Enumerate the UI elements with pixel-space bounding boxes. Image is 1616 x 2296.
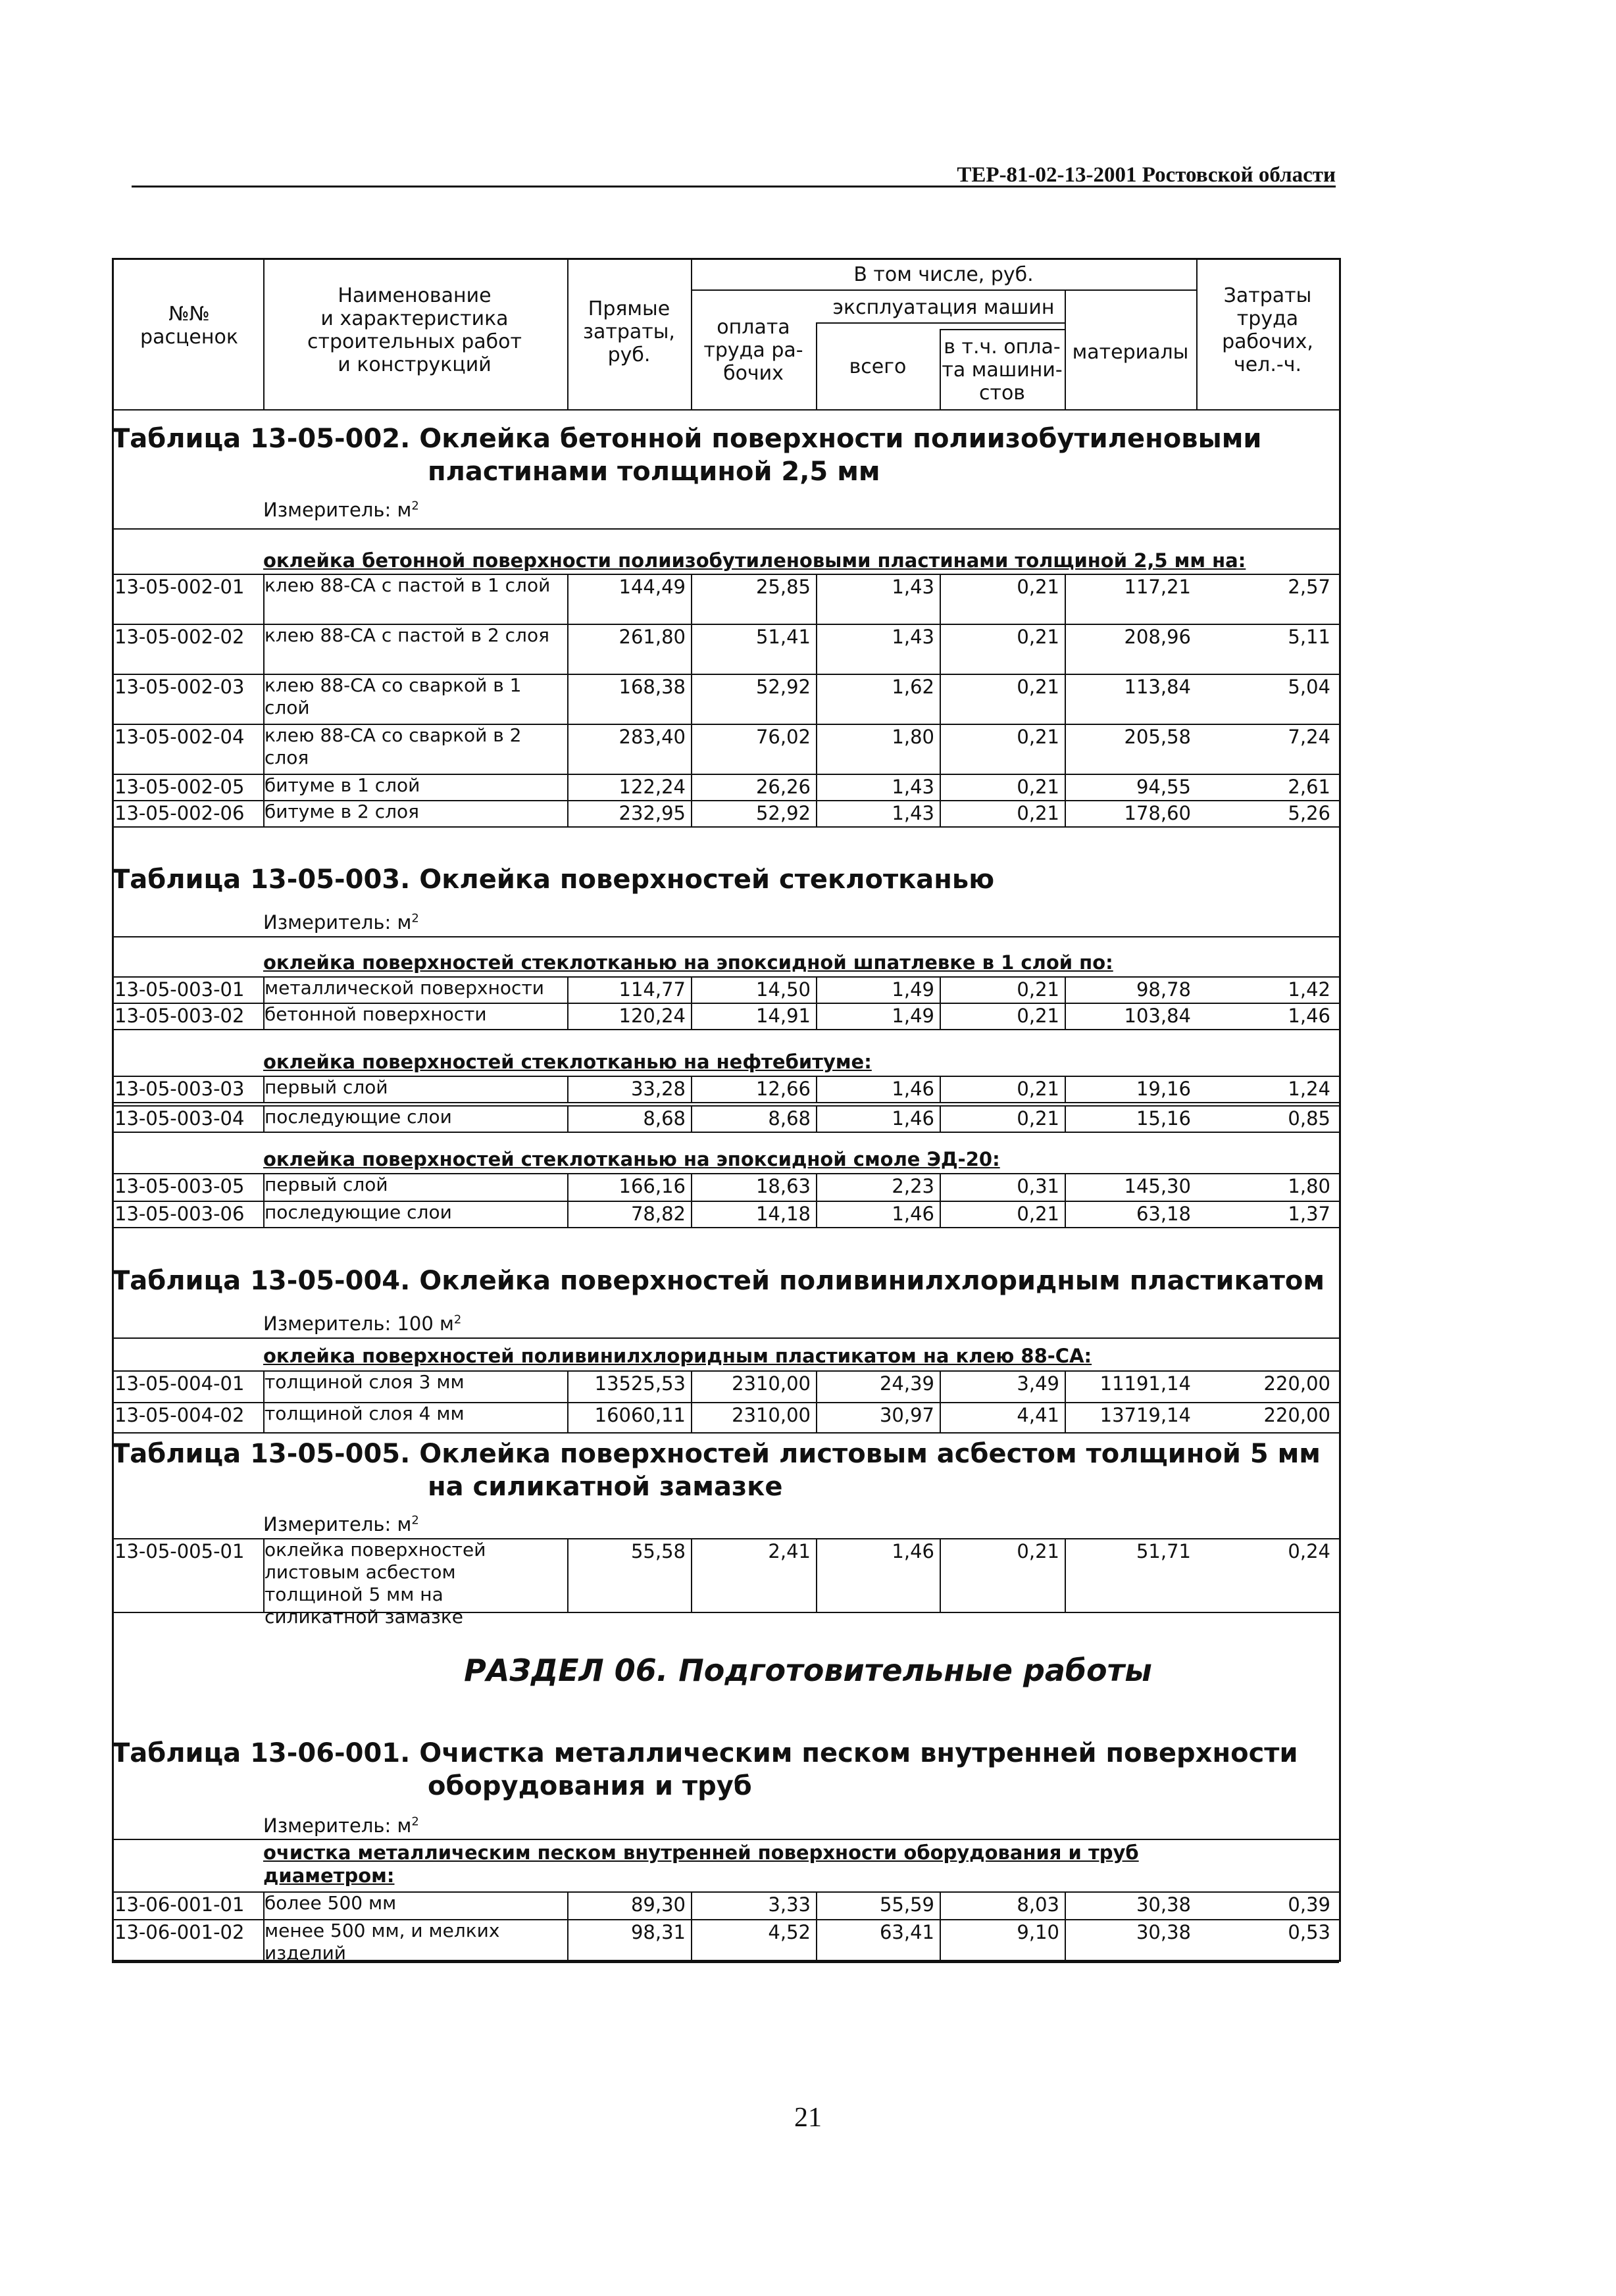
row-direct: 13525,53: [594, 1372, 686, 1395]
row-labor: 76,02: [755, 726, 811, 748]
row-labor: 25,85: [755, 576, 811, 598]
row-mat: 205,58: [1124, 726, 1191, 748]
row-mach-pay: 0,21: [1017, 1203, 1059, 1225]
row-direct: 33,28: [630, 1078, 686, 1100]
row-mat: 117,21: [1124, 576, 1191, 598]
rule: [940, 329, 941, 409]
unit-sup: 2: [453, 1312, 462, 1327]
row-mach-pay: 4,41: [1017, 1404, 1059, 1426]
row-labor: 52,92: [755, 676, 811, 698]
row-mach-pay: 3,49: [1017, 1372, 1059, 1395]
table-unit: [263, 499, 419, 521]
row-labor: 52,92: [755, 802, 811, 824]
row-name: клею 88-СА со сваркой в 1 слой: [265, 674, 522, 718]
row-mach-pay: 0,21: [1017, 802, 1059, 824]
row-hours: 1,24: [1288, 1078, 1330, 1100]
rule: [567, 258, 568, 409]
group-subtitle: оклейка поверхностей стеклотканью на эпоксидной смоле ЭД-20:: [263, 1148, 1000, 1170]
row-name: клею 88-СА с пастой в 2 слоя: [265, 624, 549, 646]
row-mach: 1,43: [892, 576, 934, 598]
row-mach: 1,46: [892, 1107, 934, 1130]
cell-divider: [1065, 800, 1066, 826]
group-subtitle: оклейка поверхностей поливинилхлоридным пластикатом на клею 88-СА:: [263, 1345, 1092, 1367]
row-mach: 24,39: [879, 1372, 934, 1395]
row-mat: 15,16: [1136, 1107, 1191, 1130]
col-head-code: [115, 303, 263, 349]
row-name: битуме в 1 слой: [265, 774, 420, 796]
row-mach: 1,49: [892, 978, 934, 1001]
row-hours: 2,57: [1288, 576, 1330, 598]
col-head-direct-line: Прямые: [588, 297, 670, 320]
col-head-direct-line: руб.: [607, 343, 651, 366]
table-rule: [112, 1839, 1339, 1840]
table-unit: [263, 1312, 461, 1335]
col-head-direct: [567, 297, 691, 366]
row-mat: 19,16: [1136, 1078, 1191, 1100]
col-head-code-line: №№: [168, 303, 210, 326]
row-mat: 11191,14: [1099, 1372, 1191, 1395]
col-head-labor-cost-line: труда: [1236, 307, 1299, 330]
table-unit: [263, 1513, 419, 1535]
group-subtitle-cont: диаметром:: [263, 1864, 395, 1887]
cell-divider: [1065, 1402, 1066, 1432]
row-direct: 98,31: [630, 1921, 686, 1943]
table-title-cont: оборудования и труб: [428, 1771, 752, 1801]
table-title: Таблица 13-05-004. Оклейка поверхностей поливинилхлоридным пластикатом: [112, 1266, 1325, 1296]
col-head-labor-cost-line: Затраты: [1223, 284, 1312, 307]
col-head-machines-total: всего: [849, 355, 907, 378]
row-name: клею 88-СА с пастой в 1 слой: [265, 574, 551, 596]
head-rule: [940, 329, 1065, 330]
row-mat: 113,84: [1124, 676, 1191, 698]
row-name: битуме в 2 слоя: [265, 801, 419, 822]
row-mat: 178,60: [1124, 802, 1191, 824]
row-code: 13-05-002-01: [114, 576, 245, 598]
row-mach: 30,97: [879, 1404, 934, 1426]
row-direct: 122,24: [619, 776, 686, 798]
group-subtitle: очистка металлическим песком внутренней поверхности оборудования и труб: [263, 1841, 1139, 1864]
row-labor: 14,18: [755, 1203, 811, 1225]
row-mach: 1,46: [892, 1540, 934, 1562]
col-head-labor-pay-line: оплата: [717, 316, 790, 339]
row-direct: 55,58: [630, 1540, 686, 1562]
col-head-labor-cost-line: рабочих,: [1222, 330, 1313, 353]
row-labor: 51,41: [755, 626, 811, 648]
row-mat: 30,38: [1136, 1921, 1191, 1943]
row-name: толщиной слоя 3 мм: [265, 1371, 465, 1393]
row-direct: 8,68: [643, 1107, 686, 1130]
cell-divider: [1065, 1173, 1066, 1201]
row-mach-pay: 0,21: [1017, 626, 1059, 648]
rule: [263, 258, 265, 409]
row-mach: 1,43: [892, 776, 934, 798]
row-hours: 5,11: [1288, 626, 1330, 648]
row-direct: 16060,11: [594, 1404, 686, 1426]
cell-divider: [1065, 1003, 1066, 1029]
row-code: 13-05-003-03: [114, 1078, 245, 1100]
row-mach: 2,23: [892, 1175, 934, 1197]
page-header: ТЕР-81-02-13-2001 Ростовской области: [957, 163, 1336, 187]
table-title: Таблица 13-05-005. Оклейка поверхностей листовым асбестом толщиной 5 мм: [112, 1439, 1321, 1469]
table-rule: [112, 936, 1339, 937]
cell-divider: [1065, 1105, 1066, 1132]
row-labor: 14,50: [755, 978, 811, 1001]
unit-text: Измеритель: м: [263, 1513, 412, 1535]
row-name: толщиной слоя 4 мм: [265, 1403, 465, 1424]
row-name: клею 88-СА со сваркой в 2 слоя: [265, 724, 522, 768]
row-hours: 1,46: [1288, 1005, 1330, 1027]
cell-divider: [1065, 774, 1066, 800]
cell-divider: [1065, 1919, 1066, 1962]
row-mach: 63,41: [879, 1921, 934, 1943]
col-head-name-line: и характеристика: [320, 307, 509, 330]
cell-divider: [1065, 976, 1066, 1003]
row-code: 13-05-002-05: [114, 776, 245, 798]
col-head-machinist-pay-line: стов: [978, 382, 1025, 405]
row-hours: 2,61: [1288, 776, 1330, 798]
row-mat: 94,55: [1136, 776, 1191, 798]
row-direct: 166,16: [619, 1175, 686, 1197]
rule: [816, 322, 817, 409]
row-labor: 26,26: [755, 776, 811, 798]
row-mach-pay: 0,21: [1017, 726, 1059, 748]
col-head-machines: эксплуатация машин: [832, 296, 1055, 319]
row-labor: 2310,00: [732, 1372, 811, 1395]
row-bottom-rule: [112, 1029, 1339, 1030]
cell-divider: [1065, 624, 1066, 674]
row-mach: 1,49: [892, 1005, 934, 1027]
row-mach: 1,62: [892, 676, 934, 698]
row-mat: 30,38: [1136, 1893, 1191, 1916]
group-subtitle: оклейка бетонной поверхности полиизобутиленовыми пластинами толщиной 2,5 мм на:: [263, 549, 1246, 572]
row-direct: 120,24: [619, 1005, 686, 1027]
row-code: 13-05-003-02: [114, 1005, 245, 1027]
row-code: 13-05-005-01: [114, 1540, 245, 1562]
row-hours: 7,24: [1288, 726, 1330, 748]
header-rule: [132, 186, 1336, 187]
row-mach: 1,43: [892, 802, 934, 824]
row-name: первый слой: [265, 1174, 388, 1195]
row-code: 13-05-004-01: [114, 1372, 245, 1395]
row-bottom-rule: [112, 1432, 1339, 1434]
table-rule: [112, 1337, 1339, 1339]
table-unit: [263, 911, 419, 934]
table-title-cont: пластинами толщиной 2,5 мм: [428, 457, 880, 487]
col-head-labor-pay-line: бочих: [723, 362, 784, 385]
row-name: последующие слои: [265, 1106, 452, 1128]
row-mach-pay: 0,21: [1017, 576, 1059, 598]
row-code: 13-05-004-02: [114, 1404, 245, 1426]
row-code: 13-05-003-06: [114, 1203, 245, 1225]
row-code: 13-05-002-04: [114, 726, 245, 748]
section-heading: РАЗДЕЛ 06. Подготовительные работы: [464, 1653, 1152, 1688]
row-hours: 220,00: [1263, 1372, 1330, 1395]
table-title: Таблица 13-06-001. Очистка металлическим песком внутренней поверхности: [112, 1738, 1298, 1768]
row-labor: 8,68: [768, 1107, 811, 1130]
row-direct: 168,38: [619, 676, 686, 698]
col-head-name-line: строительных работ: [307, 330, 522, 353]
row-direct: 283,40: [619, 726, 686, 748]
row-labor: 14,91: [755, 1005, 811, 1027]
row-mach-pay: 8,03: [1017, 1893, 1059, 1916]
group-subtitle: оклейка поверхностей стеклотканью на эпоксидной шпатлевке в 1 слой по:: [263, 951, 1113, 974]
row-hours: 0,85: [1288, 1107, 1330, 1130]
cell-divider: [1065, 1891, 1066, 1919]
row-code: 13-05-002-06: [114, 802, 245, 824]
row-hours: 220,00: [1263, 1404, 1330, 1426]
col-head-machinist-pay-line: та машини-: [942, 359, 1063, 382]
rule: [1196, 258, 1198, 409]
unit-sup: 2: [411, 1513, 419, 1528]
row-mach-pay: 0,21: [1017, 978, 1059, 1001]
row-mat: 98,78: [1136, 978, 1191, 1001]
row-code: 13-05-003-05: [114, 1175, 245, 1197]
row-labor: 12,66: [755, 1078, 811, 1100]
row-code: 13-05-003-01: [114, 978, 245, 1001]
row-hours: 5,04: [1288, 676, 1330, 698]
row-hours: 0,39: [1288, 1893, 1330, 1916]
row-mach-pay: 0,21: [1017, 1540, 1059, 1562]
row-code: 13-06-001-02: [114, 1921, 245, 1943]
row-mat: 51,71: [1136, 1540, 1191, 1562]
col-head-machinist-pay: [940, 336, 1065, 405]
table-title-cont: на силикатной замазке: [428, 1472, 783, 1502]
row-hours: 1,37: [1288, 1203, 1330, 1225]
row-mach-pay: 0,21: [1017, 1005, 1059, 1027]
row-hours: 5,26: [1288, 802, 1330, 824]
row-name: более 500 мм: [265, 1892, 397, 1914]
col-head-code-line: расценок: [140, 326, 238, 349]
cell-divider: [1065, 1370, 1066, 1402]
row-hours: 0,24: [1288, 1540, 1330, 1562]
row-mach: 1,43: [892, 626, 934, 648]
row-mach-pay: 0,21: [1017, 776, 1059, 798]
col-head-name-line: Наименование: [338, 284, 492, 307]
cell-divider: [1065, 674, 1066, 724]
row-code: 13-05-002-02: [114, 626, 245, 648]
col-head-labor-pay: [691, 316, 816, 385]
row-hours: 1,42: [1288, 978, 1330, 1001]
row-code: 13-06-001-01: [114, 1893, 245, 1916]
unit-text: Измеритель: м: [263, 499, 412, 521]
table-title: Таблица 13-05-003. Оклейка поверхностей стеклотканью: [112, 864, 995, 895]
col-head-including: В том числе, руб.: [853, 263, 1034, 286]
row-mat: 103,84: [1124, 1005, 1191, 1027]
cell-divider: [1065, 574, 1066, 624]
row-labor: 3,33: [768, 1893, 811, 1916]
cell-divider: [1065, 724, 1066, 774]
cell-divider: [1065, 1201, 1066, 1227]
row-mat: 63,18: [1136, 1203, 1191, 1225]
row-name: первый слой: [265, 1076, 388, 1098]
row-mach: 1,46: [892, 1078, 934, 1100]
table-title: Таблица 13-05-002. Оклейка бетонной поверхности полиизобутиленовыми: [112, 424, 1262, 454]
row-name: оклейка поверхностей листовым асбестом толщиной 5 мм на силикатной замазке: [265, 1539, 486, 1628]
row-hours: 0,53: [1288, 1921, 1330, 1943]
col-head-name: [263, 284, 566, 376]
row-mach-pay: 9,10: [1017, 1921, 1059, 1943]
unit-text: Измеритель: м: [263, 1814, 412, 1837]
cell-divider: [1065, 1538, 1066, 1612]
row-direct: 78,82: [630, 1203, 686, 1225]
row-code: 13-05-003-04: [114, 1107, 245, 1130]
head-rule: [691, 289, 1196, 291]
head-bottom-rule: [112, 409, 1339, 411]
unit-sup: 2: [411, 911, 419, 926]
group-subtitle: оклейка поверхностей стеклотканью на нефтебитуме:: [263, 1051, 872, 1073]
col-head-labor-cost: [1196, 284, 1339, 376]
col-head-machinist-pay-line: в т.ч. опла-: [944, 336, 1061, 359]
table-unit: [263, 1814, 419, 1837]
row-bottom-rule: [112, 1102, 1339, 1103]
head-rule: [816, 322, 1065, 324]
row-direct: 144,49: [619, 576, 686, 598]
row-name: последующие слои: [265, 1201, 452, 1223]
row-mach-pay: 0,21: [1017, 676, 1059, 698]
row-direct: 261,80: [619, 626, 686, 648]
row-labor: 18,63: [755, 1175, 811, 1197]
row-name: бетонной поверхности: [265, 1003, 487, 1025]
page-number: 21: [794, 2103, 822, 2133]
row-mat: 208,96: [1124, 626, 1191, 648]
col-head-labor-cost-line: чел.-ч.: [1234, 353, 1301, 376]
unit-sup: 2: [411, 499, 419, 513]
unit-text: Измеритель: 100 м: [263, 1312, 454, 1335]
col-head-labor-pay-line: труда ра-: [703, 339, 803, 362]
row-bottom-rule: [112, 826, 1339, 828]
row-bottom-rule: [112, 1132, 1339, 1133]
row-direct: 89,30: [630, 1893, 686, 1916]
row-mach: 55,59: [879, 1893, 934, 1916]
row-mach-pay: 0,21: [1017, 1107, 1059, 1130]
rule: [1065, 289, 1066, 409]
row-name: металлической поверхности: [265, 977, 544, 999]
row-mat: 13719,14: [1099, 1404, 1191, 1426]
row-name: менее 500 мм, и мелких изделий: [265, 1920, 500, 1964]
row-mach: 1,46: [892, 1203, 934, 1225]
cell-divider: [1065, 1076, 1066, 1102]
col-head-materials: материалы: [1072, 341, 1189, 364]
table-rule: [112, 528, 1339, 530]
row-labor: 4,52: [768, 1921, 811, 1943]
row-mach: 1,80: [892, 726, 934, 748]
rule: [691, 289, 692, 409]
col-head-direct-line: затраты,: [583, 320, 675, 343]
row-hours: 1,80: [1288, 1175, 1330, 1197]
row-direct: 232,95: [619, 802, 686, 824]
unit-sup: 2: [411, 1814, 419, 1829]
row-mat: 145,30: [1124, 1175, 1191, 1197]
unit-text: Измеритель: м: [263, 911, 412, 934]
row-code: 13-05-002-03: [114, 676, 245, 698]
row-labor: 2310,00: [732, 1404, 811, 1426]
row-labor: 2,41: [768, 1540, 811, 1562]
row-mach-pay: 0,31: [1017, 1175, 1059, 1197]
row-bottom-rule: [112, 1227, 1339, 1228]
col-head-name-line: и конструкций: [338, 353, 492, 376]
row-mach-pay: 0,21: [1017, 1078, 1059, 1100]
row-direct: 114,77: [619, 978, 686, 1001]
